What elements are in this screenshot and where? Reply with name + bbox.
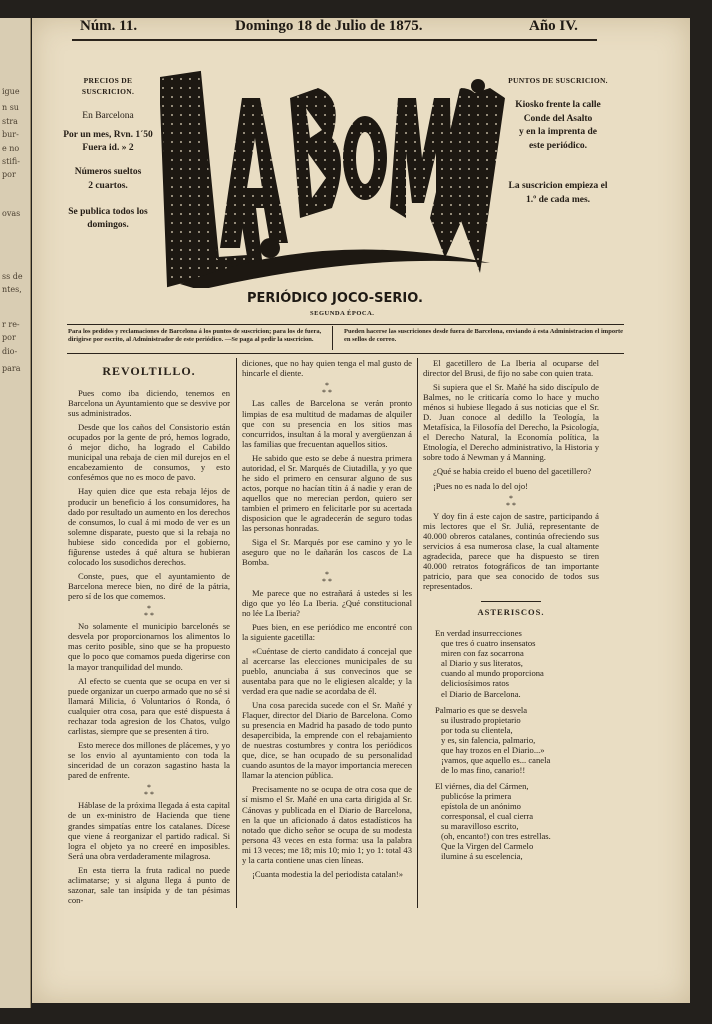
verse-line: deliciosísimos ratos [441,678,510,689]
paragraph: Y doy fin á este cajon de sastre, participando á mis lectores que el Sr. Juliá, representante de 40.000 obreros catalanes, continúa ofreciendo sus servicios á esa numerosa clase, la cual altamente agradecida, parece que ha dispuesto se tiren 40.000 retratos fotográficos de tan importante patricio, para que sea conocido de todos sus representados. [423,510,599,592]
paragraph: Pues bien, en ese periódico me encontré con la siguiente gacetilla: [242,621,412,642]
column-rule-1 [236,358,237,908]
notice-divider [332,326,333,350]
verse-line: su ilustrado propietario [441,714,521,725]
asteriscos-heading: ASTERISCOS. [477,607,545,618]
notice-right: Pueden hacerse las suscriciones desde fuera de Barcelona, enviando á esta Administracion el importe en sellos de correo. [344,328,624,344]
verse-stanza [423,705,599,775]
epoch-label: SEGUNDA ÉPOCA. [310,310,375,317]
verse-stanza [423,781,599,861]
paragraph: Me parece que no estrañará á ustedes si les digo que yo léo La Iberia. ¿Qué constitucional no lée La Iberia? [242,587,412,618]
paragraph: El gacetillero de La Iberia al ocuparse del director del Brusi, de fijo no sabe con quien trata. [423,358,599,379]
verse-line: miren con faz socarrona [441,648,524,659]
facing-page-text-fragment: igue [2,87,20,96]
points-title: PUNTOS DE SUSCRICION. [508,76,608,85]
paragraph: ¡Pues no es nada lo del ojo! [433,480,528,491]
prices-outside: Fuera id. » 2 [82,143,134,154]
column-1 [68,358,230,918]
paragraph: diciones, que no hay quien tenga el mal gusto de hincarle el diente. [242,358,412,379]
header-rule [72,39,597,41]
press-line: y en la imprenta de [519,127,597,138]
paragraph: «Cuéntase de cierto candidato á concejal que al acercarse las elecciones municipales de su pueblo, anunciaba á sus convecinos que se ausentaba para que no le eligiesen alcalde; y la verdad era que nadie se acordaba de él. [242,645,412,697]
paragraph: Pues como iba diciendo, tenemos en Barcelona un Ayuntamiento que se desvive por sus administrados. [68,388,230,419]
verse-line: Palmario es que se desvela [435,704,528,715]
facing-page-text-fragment: e no [2,144,20,153]
verse-line: corresponsal, el cual cierra [441,811,534,822]
paragraph: En esta tierra la fruta radical no puede aclimatarse; y si alguna llega á punto de sazonar, sale tan insípida y de tan pésimas con- [68,864,230,905]
prices-box [62,76,154,233]
facing-page-text-fragment: r re- [2,320,20,329]
paragraph: Conste, pues, que el ayuntamiento de Barcelona merece bien, no diré de la pátria, pero sí de los que comemos. [68,570,230,601]
verse-line: El viérnes, dia del Cármen, [435,780,529,791]
column-2 [242,358,412,918]
paragraph: Siga el Sr. Marqués por ese camino y yo le aseguro que no le dañarán los cascos de La Bomba. [242,537,412,568]
asterism: * * * [506,493,516,510]
facing-page-text-fragment: por [2,170,16,179]
facing-page-text-fragment: n su [2,103,19,112]
facing-page-text-fragment: para [2,364,21,373]
verse-line: al Diario y sus literatos, [441,658,523,669]
paragraph: ¿Qué se habia creido el bueno del gacetillero? [433,466,592,477]
verse-line: que hay trozos en el Diario...» [441,744,545,755]
paragraph: Al efecto se cuenta que se ocupa en ver si puede organizar un cuerpo armado que no sé si llamará Milicia, ó Voluntarios ó Ronda, ó cualquier otra cosa, para que esté dispuesta á rechazar toda agresion de los Chatos, vulgo carlistas, siempre que se presenten á tiro. [68,675,230,736]
verse-line: Que la Virgen del Carmelo [441,841,534,852]
asterism: * * * [144,783,154,800]
issue-year: Año IV. [529,18,578,34]
subtitle: PERIÓDICO JOCO-SERIO. [247,291,423,306]
verse-line: ilumine á su escelencia, [441,851,523,862]
verse-line: por toda su clientela, [441,724,513,735]
loose-issues: Números sueltos [74,167,142,178]
paragraph: Desde que los caños del Consistorio están ocupados por la gente de pró, hemos logrado, ó mejor dicho, ha logrado el Cabildo municipal una rebaja de cien mil durejos en el encabezamiento de consumos, y esto confesémos que no es moco de pavo. [68,422,230,483]
verse-line: de lo mas fino, canario!! [441,764,526,775]
facing-page-text-fragment: dio- [2,347,18,356]
periodical-line: este periódico. [528,141,588,152]
paragraph: No solamente el municipio barcelonés se desvela por proporcionarnos los alimentos lo mas cerito posible, sino que se ha propuesto que lo poco que comamos pueda digerirse con la mayor tranquilidad del mundo. [68,621,230,672]
revoltillo-heading: REVOLTILLO. [102,364,196,378]
verse-line: y es, sin falencia, palmario, [441,734,536,745]
facing-page-text-fragment: ovas [2,209,21,218]
column-rule-2 [417,358,418,908]
verse-line: publicóse la primera [441,790,512,801]
prices-title: PRECIOS DE SUSCRICION. [81,76,135,96]
issue-date: Domingo 18 de Julio de 1875. [235,18,423,34]
paragraph: Una cosa parecida sucede con el Sr. Mañé y Flaquer, director del Diario de Barcelona. Como su presencia en Madrid ha pasado de todo punto desapercibida, la emprende con el rebajamiento de nuestras costumbres y contra los periódicos que, dice, se han ocupado de su personalidad cuando asuntos de la mayor importancia merecen llamar la atencion pública. [242,700,412,781]
notice-rule-bottom [67,353,624,354]
facing-page-text-fragment: stra [2,117,18,126]
issue-number: Núm. 11. [80,18,138,34]
asterism: * * * [322,381,332,398]
asterism: * * * [144,603,154,621]
section-rule [481,601,541,602]
paragraph: Si supiera que el Sr. Mañé ha sido discípulo de Balmes, no le criticaría como lo hace y mucho ménos si hubiese llegado á sus noticias que el Sr. D. Juan conoce al dedillo la Teología, la Metafísica, la Filosofía del Derecho, la Psicología, el Derecho Natural, la Economía política, la Etnología, el Derecho administrativo, la Historia y sobre todo á Newman y á Manning. [423,382,599,463]
street-line: Conde del Asalto [523,113,593,124]
subscription-start-2: 1.º de cada mes. [525,194,591,205]
verse-stanza [423,628,599,698]
publication-days: Se publica todos los [68,206,148,217]
kiosk-line: Kiosko frente la calle [515,99,601,110]
points-box [508,76,608,207]
asterism: * * * [322,570,332,587]
facing-page-text-fragment: stifi- [2,157,20,166]
paragraph: ¡Cuanta modestia la del periodista catalan!» [252,868,404,879]
verse-line: epístola de un anónimo [441,801,521,811]
verse-line: (oh, encanto!) con tres estrellas. [441,831,551,842]
verse-line: el Diario de Barcelona. [441,688,521,699]
prices-month: Por un mes, Rvn. 1´50 [63,129,153,140]
facing-page-text-fragment: ss de [2,272,23,281]
paragraph: Háblase de la próxima llegada á esta capital de un ex-ministro de Hacienda que tiene grandes simpatías entre los catalanes. Dícese que viene á reorganizar el partido radical. Si logra el objeto ya no creeré en imposibles. Será una obra verdaderamente milagrosa. [68,800,230,861]
prices-city: En Barcelona [82,110,134,121]
notice-rule-top [67,324,624,325]
verse-line: su maravilloso escrito, [441,821,519,832]
facing-page-text-fragment: ntes, [2,285,22,294]
verse-line: En verdad insurrecciones [435,628,522,639]
facing-page-text-fragment: por [2,333,16,342]
paragraph: He sabido que esto se debe á nuestra primera autoridad, el Sr. Marqués de Ciutadilla, y yo que he sido el primero en censurar alguno de sus actos, porque no hacían títin á á nadie y eran de aquellos que no merecian perdon, quiero ser tambien el primero en felicitarle por su acertada disposicion que le agradecerán de seguro todas las personas honradas. [242,452,412,534]
subscription-start: La suscricion empieza el [508,180,608,191]
verse-line: cuando al mundo proporciona [441,668,544,679]
newspaper-page [32,18,690,1003]
facing-page-text-fragment: bur- [2,130,19,139]
la-bomba-logo [160,58,510,288]
column-3 [423,358,599,918]
paragraph: Las calles de Barcelona se verán pronto limpias de esa multitud de madamas de alquiler que con su presencia en los sitios mas concurridos, insultan á la moral y avergüenzan á las familias que frecuentan aquellos sitios. [242,398,412,449]
notice-left: Para los pedidos y reclamaciones de Barcelona á los puntos de suscricion; para los de fuera, dirigirse por escrito, al Administrador de este periódico. —Se paga al pedir la suscricion. [68,328,322,344]
loose-price: 2 cuartos. [88,180,128,191]
verse-line: ¡vamos, que aquello es... canela [441,754,551,765]
paragraph: Hay quien dice que esta rebaja léjos de producir un beneficio á los consumidores, ha dado por resultado un aumento en los derechos de consumos, lo cual á mi modo de ver es un solemne disparate, puesto que si la rebaja no hubiese sido concedida por el gobierno, fig̃urense ustedes á qué altura se hubieran colocado los susodichos derechos. [68,486,230,567]
publication-days-2: domingos. [87,220,129,231]
paragraph: Esto merece dos millones de plácemes, y yo se los envio al ayuntamiento con toda la sinceridad de un corazon sagastino hasta la pared de enfrente. [68,739,230,780]
verse-line: que tres ó cuatro insensatos [441,638,536,649]
paragraph: Precisamente no se ocupa de otra cosa que de sí mismo el Sr. Mañé en una carta dirigida al Sr. Cánovas y publicada en el Diario de Barcelona, en la que un aficionado á datos estadísticos ha notado que dicho señor se ocupa de su modesta persona 43 veces en esta forma: usa la palabra mi 13 veces; me 18; mis 10; mio 1; yo 1: total 43 y la carta contiene unas cien líneas. [242,784,412,865]
facing-page-edge [0,18,31,1008]
